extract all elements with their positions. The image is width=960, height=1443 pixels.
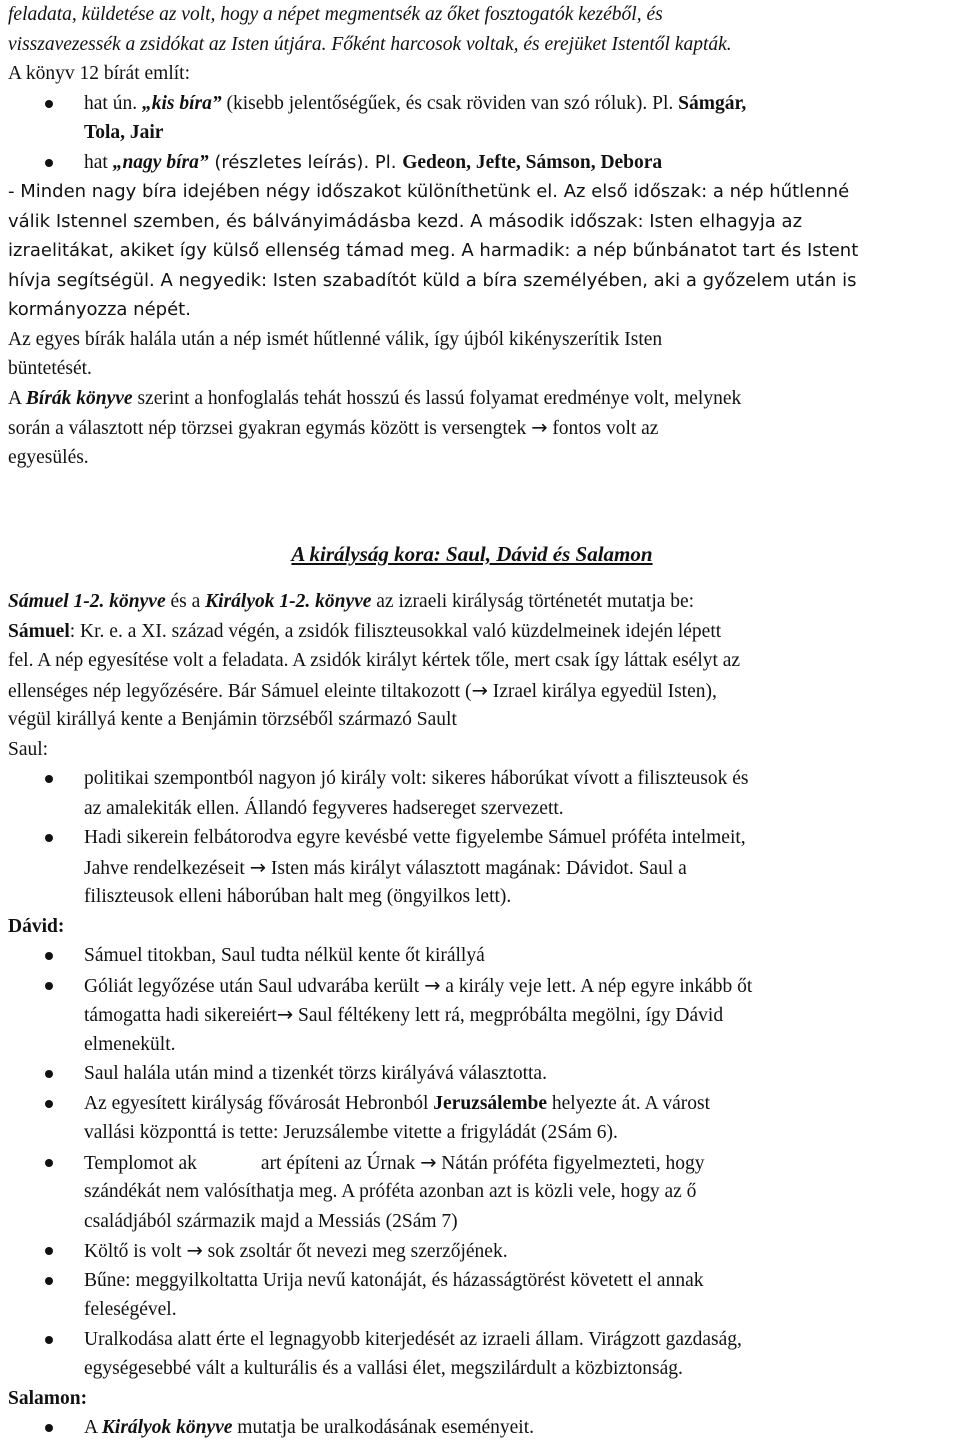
text-line: visszavezessék a zsidókat az Isten útjára. Főként harcosok voltak, és erejüket Istentől kapták. <box>8 33 732 55</box>
emphasis: „nagy bíra” <box>112 151 209 173</box>
bullet-icon <box>45 1159 53 1167</box>
text-span: Költő is volt <box>84 1241 187 1262</box>
list-item <box>8 764 956 794</box>
person-label-david: Dávid: <box>8 915 65 937</box>
text-span: politikai szempontból nagyon jó király volt: sikeres háborúkat vívott a filiszteusok és <box>84 768 749 789</box>
list-item <box>8 971 956 1001</box>
text-span: a király veje lett. A nép egyre inkább őt <box>440 975 753 997</box>
list-item-continuation: filiszteusok elleni háborúban halt meg (öngyilkos lett). <box>84 886 512 907</box>
bullet-icon <box>45 1070 53 1078</box>
text-span: során a választott nép törzsei gyakran egymás között is versengtek <box>8 418 532 439</box>
person-label-saul: Saul: <box>8 738 49 760</box>
text-span: szerint a honfoglalás tehát hosszú és lassú folyamat eredménye volt, melynek <box>132 387 742 409</box>
bullet-icon <box>45 1100 53 1108</box>
bold-names: Gedeon, Jefte, Sámson, Debora <box>402 151 663 173</box>
text-span: Jahve rendelkezéseit <box>84 857 250 879</box>
text-line: válik Istennel szemben, és bálványimádásba kezd. A második időszak: Isten elhagyja az <box>8 210 803 232</box>
text-line <box>8 384 956 414</box>
text-line <box>8 587 956 617</box>
list-item <box>8 941 956 971</box>
bullet-icon <box>45 1336 53 1344</box>
text-span: helyezte át. A várost <box>547 1092 710 1114</box>
text-line <box>8 413 956 443</box>
person-label: Sámuel <box>8 620 70 642</box>
emphasis: „kis bíra” <box>141 92 222 114</box>
arrow-icon: → <box>424 973 441 997</box>
list-item-continuation: elmenekült. <box>84 1033 176 1055</box>
bullet-icon <box>45 834 53 842</box>
text-line <box>8 617 956 647</box>
text-span: Isten más királyt választott magának: Dávidot. Saul a <box>266 857 687 879</box>
text-span: A <box>8 387 26 409</box>
judges-section <box>8 0 956 472</box>
text-span: hat <box>84 151 113 173</box>
person-label-salamon: Salamon: <box>8 1387 88 1409</box>
text-span: Bűne: meggyilkoltatta Urija nevű katonáját, és házasságtörést követett el annak <box>84 1269 704 1291</box>
bullet-icon <box>45 775 53 783</box>
text-span: Saul féltékeny lett rá, megpróbálta megölni, így Dávid <box>293 1005 724 1026</box>
bullet-icon <box>45 100 53 108</box>
list-item-continuation: az amalekiták ellen. Állandó fegyveres hadsereget szervezett. <box>84 797 564 819</box>
text-span: sok zsoltár őt nevezi meg szerzőjének. <box>202 1241 508 1262</box>
text-span: hat ún. <box>84 92 142 114</box>
text-span: Hadi sikerein felbátorodva egyre kevésbé vette figyelembe Sámuel próféta intelmeit, <box>84 827 746 848</box>
text-span: A <box>84 1417 102 1438</box>
text-span: ellenséges nép legyőzésére. Bár Sámuel eleinte tiltakozott ( <box>8 680 472 702</box>
bullet-icon <box>45 159 53 167</box>
book-title: Királyok könyve <box>101 1417 233 1438</box>
list-item <box>8 1236 956 1266</box>
list-item-continuation <box>8 1000 956 1030</box>
list-item <box>8 1413 956 1443</box>
text-line: végül királlyá kente a Benjámin törzséből származó Sault <box>8 709 457 730</box>
text-line: - Minden nagy bíra idejében négy időszakot különíthetünk el. Az első időszak: a nép hűtlenné <box>8 181 850 202</box>
text-span: (kisebb jelentőségűek, és csak röviden van szó róluk). Pl. <box>221 92 679 114</box>
list-item-continuation <box>8 853 956 883</box>
bold-place: Jeruzsálembe <box>433 1092 547 1114</box>
text-line: fel. A nép egyesítése volt a feladata. A zsidók királyt kértek tőle, mert csak így láttak esélyt az <box>8 650 741 671</box>
bold-names: Sámgár, <box>678 92 747 114</box>
list-item-continuation: családjából származik majd a Messiás (2Sám 7) <box>84 1210 458 1232</box>
text-span: Az egyesített királyság fővárosát Hebronból <box>84 1092 434 1114</box>
arrow-icon: → <box>186 1239 203 1262</box>
bullet-icon <box>45 1277 53 1285</box>
text-line: kormányozza népét. <box>8 299 191 320</box>
text-span: Góliát legyőzése után Saul udvarába került <box>84 975 425 997</box>
list-item-continuation: vallási központtá is tette: Jeruzsálembe vitette a frigyládát (2Sám 6). <box>84 1122 618 1143</box>
book-title: Bírák könyve <box>25 387 133 409</box>
list-item-continuation: feleségével. <box>84 1299 177 1320</box>
text-line <box>8 676 956 706</box>
kingdom-section <box>8 587 956 1443</box>
arrow-icon: → <box>531 416 548 439</box>
bullet-icon <box>45 1424 53 1432</box>
text-span: Izrael királya egyedül Isten), <box>487 680 717 702</box>
text-line: izraelitákat, akiket így külső ellenség támad meg. A harmadik: a nép bűnbánatot tart és Istent <box>8 240 859 261</box>
list-item-continuation: egységesebbé vált a kulturális és a vallási élet, megszilárdult a közbiztonság. <box>84 1358 683 1379</box>
text-span: Saul halála után mind a tizenkét törzs királyává választotta. <box>84 1063 547 1084</box>
text-span: : Kr. e. a XI. század végén, a zsidók filiszteusokkal való küzdelmeinek idején lépett <box>69 620 722 642</box>
arrow-icon: → <box>471 678 488 702</box>
text-span: és a <box>165 591 206 612</box>
list-item-continuation: szándékát nem valósíthatja meg. A próféta azonban azt is közli vele, hogy az ő <box>84 1181 697 1202</box>
arrow-icon: → <box>420 1150 437 1174</box>
book-title: Királyok 1-2. könyve <box>205 591 372 612</box>
list-item <box>8 1148 956 1178</box>
text-span: mutatja be uralkodásának eseményeit. <box>232 1417 535 1438</box>
text-line: hívja segítségül. A negyedik: Isten szabadítót küld a bíra személyében, aki a győzelem után is <box>8 269 857 291</box>
arrow-icon: → <box>276 1003 294 1026</box>
document-page <box>8 0 956 1443</box>
list-item <box>8 1059 956 1089</box>
section-heading: A királyság kora: Saul, Dávid és Salamon <box>291 542 653 566</box>
book-title: Sámuel 1-2. könyve <box>8 591 166 612</box>
text-span: Sámuel titokban, Saul tudta nélkül kente őt királlyá <box>84 945 485 966</box>
arrow-icon: → <box>249 855 267 879</box>
list-item-continuation: Tola, Jair <box>84 122 164 143</box>
text-span: (részletes leírás). Pl. <box>208 151 403 173</box>
text-span: támogatta hadi sikereiért <box>84 1005 277 1026</box>
text-span: Nátán próféta figyelmezteti, hogy <box>436 1152 705 1174</box>
list-item <box>8 1325 956 1355</box>
list-item <box>8 1266 956 1296</box>
text-line: A könyv 12 bírát említ: <box>8 63 190 84</box>
text-span: fontos volt az <box>547 418 659 439</box>
bullet-icon <box>45 952 53 960</box>
text-span: az izraeli királyság történetét mutatja be: <box>371 591 695 612</box>
text-line: büntetését. <box>8 358 92 379</box>
bullet-icon <box>45 982 53 990</box>
text-line: egyesülés. <box>8 446 89 468</box>
text-span: Templomot ak <box>84 1152 197 1174</box>
text-span: Uralkodása alatt érte el legnagyobb kiterjedését az izraeli állam. Virágzott gazdaság, <box>84 1328 742 1350</box>
list-item <box>8 148 956 178</box>
text-span: art építeni az Úrnak <box>260 1152 421 1174</box>
bullet-icon <box>45 1247 53 1255</box>
list-item <box>8 823 956 853</box>
list-item <box>8 89 956 119</box>
text-line: Az egyes bírák halála után a nép ismét hűtlenné válik, így újból kikényszerítik Isten <box>8 328 663 350</box>
text-line: feladata, küldetése az volt, hogy a népet megmentsék az őket fosztogatók kezéből, és <box>8 4 663 25</box>
list-item <box>8 1089 956 1119</box>
